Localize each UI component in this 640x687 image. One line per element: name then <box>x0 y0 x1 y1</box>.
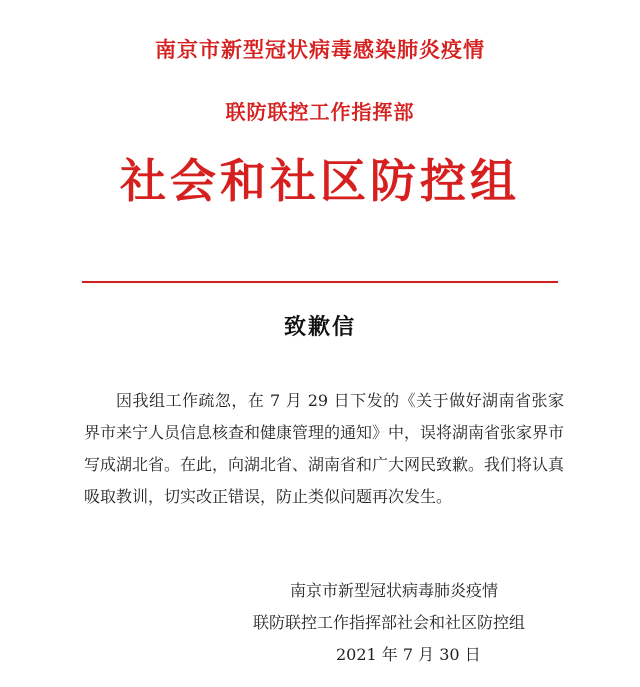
document-title: 致歉信 <box>283 314 356 340</box>
letterhead-line-1: 南京市新型冠状病毒感染肺炎疫情 <box>155 37 485 62</box>
body-paragraph: 因我组工作疏忽，在 7 月 29 日下发的《关于做好湖南省张家界市来宁人员信息核查和健康管理的通知》中，误将湖南省张家界市写成湖北省。在此，向湖北省、湖南省和广大网民致歉。我们将认真吸取教训，切实改正错误，防止类似问题再次发生。 <box>84 391 565 506</box>
signature-line-2: 联防联控工作指挥部社会和社区防控组 <box>253 613 526 632</box>
signature-date: 2021 年 7 月 30 日 <box>336 645 481 664</box>
signature-line-1: 南京市新型冠状病毒肺炎疫情 <box>290 581 499 600</box>
letterhead-line-2: 联防联控工作指挥部 <box>225 100 415 124</box>
document-body <box>84 385 564 513</box>
letterhead-line-3: 社会和社区防控组 <box>120 154 520 208</box>
red-divider <box>82 281 558 283</box>
